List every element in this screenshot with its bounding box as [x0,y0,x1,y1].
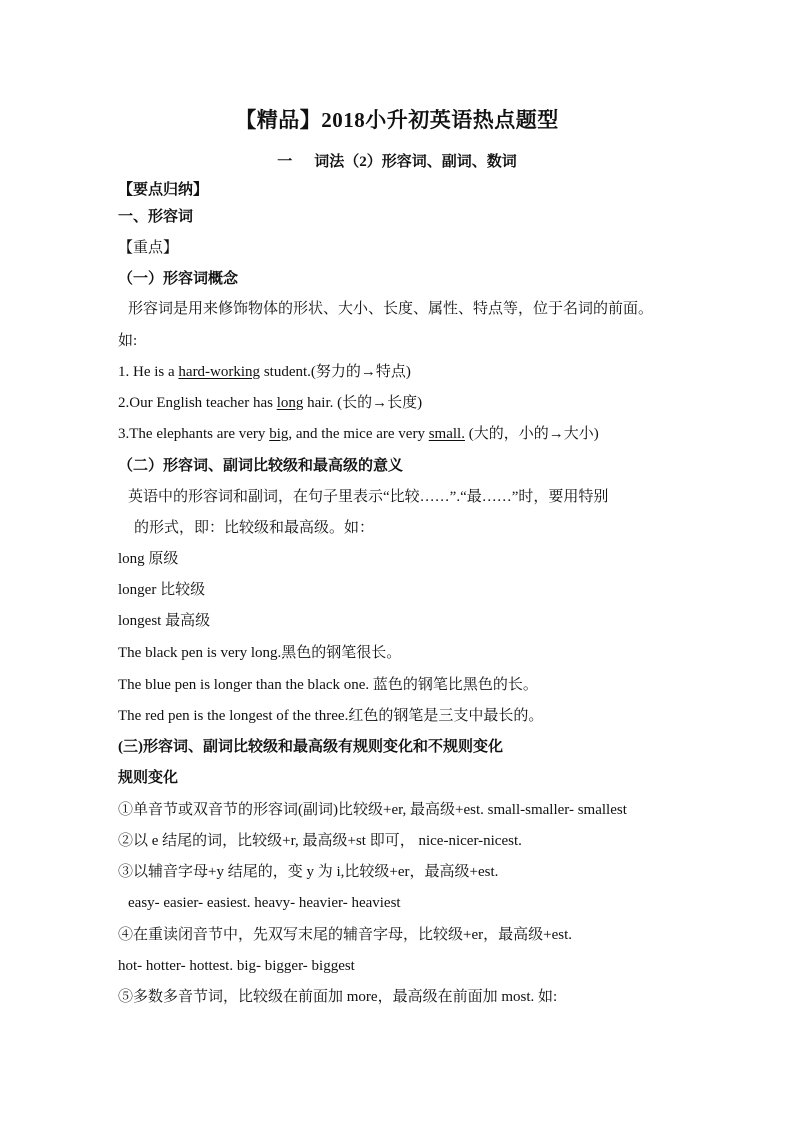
example-2-suffix: hair. (长的→长度) [303,395,423,411]
example-1-prefix: 1. He is a [118,364,179,380]
rule-4-examples: hot- hotter- hottest. big- bigger- biggest [118,958,355,974]
comparative-meaning-text: 英语中的形容词和副词，在句子里表示“比较……”.“最……”时，要用特别 [128,489,609,505]
section-number: 一 [277,154,293,170]
example-intro: 如: [118,333,138,349]
example-3-prefix: 3.The elephants are very [118,426,270,442]
section-subtitle [0,150,794,171]
comparative-form: longer 比较级 [118,582,206,598]
example-sentence-2 [118,393,422,413]
rule-5: ⑤多数多音节词，比较级在前面加 more，最高级在前面加 most. 如: [118,989,558,1005]
example-black-pen: The black pen is very long.黑色的钢笔很长。 [118,645,402,661]
regular-change-heading: 规则变化 [118,770,179,786]
example-3-suffix: (大的，小的→大小) [464,426,599,442]
page-title: 【精品】2018小升初英语热点题型 [235,108,559,132]
rule-3-examples: easy- easier- easiest. heavy- heavier- heaviest [128,895,401,911]
key-points-heading: 【要点归纳】 [118,182,209,198]
concept-text: 形容词是用来修饰物体的形状、大小、长度、属性、特点等，位于名词的前面。 [128,301,654,317]
superlative-form: longest 最高级 [118,613,211,629]
example-sentence-3 [118,424,599,444]
focus-label: 【重点】 [118,240,179,256]
adjective-heading: 一、形容词 [118,209,194,225]
comparative-meaning-heading: （二）形容词、副词比较级和最高级的意义 [118,458,404,474]
comparative-meaning-text-2: 的形式，即：比较级和最高级。如： [134,520,375,536]
rule-4: ④在重读闭音节中，先双写末尾的辅音字母，比较级+er，最高级+est. [118,927,572,943]
positive-form: long 原级 [118,551,179,567]
concept-heading: （一）形容词概念 [118,271,239,287]
example-2-prefix: 2.Our English teacher has [118,395,277,411]
example-2-underlined: long [276,395,304,411]
example-1-suffix: student.(努力的→特点) [260,364,411,380]
example-blue-pen: The blue pen is longer than the black one. 蓝色的钢笔比黑色的长。 [118,677,538,693]
rule-3: ③以辅音字母+y 结尾的，变 y 为 i,比较级+er，最高级+est. [118,864,499,880]
example-1-underlined: hard-working [178,364,261,380]
example-3-underlined-1: big [269,426,289,442]
change-rules-heading: (三)形容词、副词比较级和最高级有规则变化和不规则变化 [118,739,503,755]
example-3-middle: , and the mice are very [288,426,429,442]
example-sentence-1 [118,362,411,382]
rule-2: ②以 e 结尾的词，比较级+r, 最高级+st 即可， nice-nicer-nicest. [118,833,522,849]
section-subtitle-text: 词法（2）形容词、副词、数词 [314,154,517,170]
rule-1: ①单音节或双音节的形容词(副词)比较级+er, 最高级+est. small-smaller- smallest [118,802,627,818]
example-red-pen: The red pen is the longest of the three.红色的钢笔是三支中最长的。 [118,708,544,724]
example-3-underlined-2: small. [428,426,465,442]
